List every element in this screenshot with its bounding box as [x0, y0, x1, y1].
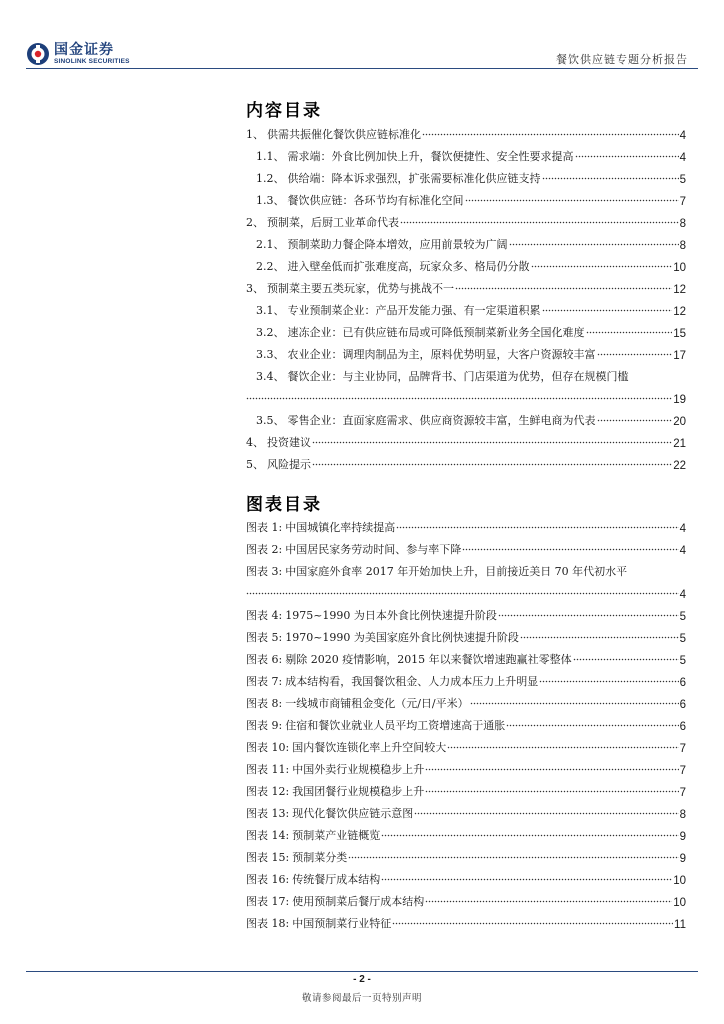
toc-entry-title: 进入壁垒低而扩张难度高，玩家众多、格局仍分散 — [287, 260, 530, 273]
toc-entry[interactable] — [246, 667, 686, 689]
dot-leader — [312, 435, 672, 447]
dot-leader — [455, 281, 672, 293]
toc-entry-number: 2、 — [246, 216, 264, 229]
toc-entry-page: 10 — [673, 875, 686, 887]
report-title: 餐饮供应链专题分析报告 — [556, 53, 688, 66]
toc-entry-number: 3.5、 — [256, 414, 285, 427]
toc-entry-title: 预制菜，后厨工业革命代表 — [267, 216, 399, 229]
toc-entry-page: 10 — [673, 262, 686, 274]
dot-leader — [400, 215, 679, 227]
toc-entry-title: 零售企业：直面家庭需求、供应商资源较丰富，生鲜电商为代表 — [287, 414, 596, 427]
toc-entry[interactable] — [246, 186, 686, 208]
dot-leader — [509, 237, 679, 249]
toc-entry[interactable] — [246, 535, 686, 557]
dot-leader — [447, 740, 678, 752]
toc-entry-title: 餐饮企业：与主业协同，品牌背书、门店渠道为优势，但存在规模门槛 — [287, 370, 629, 383]
dot-leader — [506, 718, 678, 730]
toc-entry-number: 图表 15: — [246, 851, 290, 864]
dot-leader — [586, 325, 673, 337]
dot-leader — [542, 303, 673, 315]
toc-entry-page: 5 — [679, 633, 686, 645]
footer-divider — [26, 971, 698, 972]
toc-entry[interactable] — [246, 777, 686, 799]
toc-entry-title: 需求端：外食比例加快上升，餐饮便捷性、安全性要求提高 — [287, 150, 574, 163]
dot-leader — [539, 674, 678, 686]
toc-entry-title: 供需共振催化餐饮供应链标准化 — [267, 128, 421, 141]
dot-leader — [425, 784, 678, 796]
toc-entry-title: 1975~1990 为日本外食比例快速提升阶段 — [285, 609, 497, 622]
toc-entry-number: 图表 7: — [246, 675, 283, 688]
company-logo — [26, 42, 130, 66]
toc-entry-page: 6 — [679, 699, 686, 711]
toc-entry-title: 风险提示 — [267, 458, 311, 471]
toc-entry-number: 3.4、 — [256, 370, 285, 383]
toc-entry-number: 图表 10: — [246, 741, 290, 754]
toc-entry[interactable] — [246, 274, 686, 296]
toc-entry[interactable] — [246, 711, 686, 733]
toc-entry[interactable] — [246, 208, 686, 230]
contents-list — [246, 120, 686, 472]
toc-entry-number: 5、 — [246, 458, 264, 471]
toc-entry[interactable] — [246, 120, 686, 142]
toc-entry[interactable] — [246, 252, 686, 274]
toc-entry[interactable] — [246, 821, 686, 843]
toc-entry-title: 中国居民家务劳动时间、参与率下降 — [285, 543, 462, 556]
toc-entry-number: 图表 14: — [246, 829, 290, 842]
toc-entry-title: 供给端：降本诉求强烈，扩张需要标准化供应链支持 — [287, 172, 541, 185]
toc-entry-page: 8 — [679, 240, 686, 252]
toc-entry-title: 专业预制菜企业：产品开发能力强、有一定渠道积累 — [287, 304, 541, 317]
toc-entry-number: 2.2、 — [256, 260, 285, 273]
toc-entry[interactable] — [246, 164, 686, 186]
toc-entry-page: 12 — [673, 284, 686, 296]
toc-entry-page: 8 — [679, 218, 686, 230]
toc-entry-page: 10 — [673, 897, 686, 909]
sinolink-logo-icon — [26, 42, 50, 66]
toc-entry-page: 7 — [679, 765, 686, 777]
dot-leader — [542, 171, 679, 183]
toc-entry-number: 图表 11: — [246, 763, 290, 776]
toc-entry-page: 20 — [673, 416, 686, 428]
toc-entry[interactable] — [246, 406, 686, 428]
toc-entry-number: 图表 17: — [246, 895, 290, 908]
toc-entry[interactable] — [246, 142, 686, 164]
toc-entry[interactable] — [246, 362, 686, 384]
dot-leader — [425, 762, 678, 774]
toc-entry-title: 成本结构看，我国餐饮租金、人力成本压力上升明显 — [285, 675, 539, 688]
toc-entry-number: 图表 9: — [246, 719, 283, 732]
toc-entry-page: 6 — [679, 677, 686, 689]
dot-leader — [470, 696, 679, 708]
dot-leader — [465, 193, 679, 205]
dot-leader — [381, 828, 678, 840]
toc-entry-number: 图表 18: — [246, 917, 290, 930]
toc-entry[interactable] — [246, 887, 686, 909]
dot-leader — [422, 127, 679, 139]
dot-leader — [498, 608, 679, 620]
dot-leader — [396, 520, 678, 532]
toc-entry[interactable] — [246, 733, 686, 755]
toc-entry-number: 1.3、 — [256, 194, 285, 207]
dot-leader — [573, 652, 679, 664]
contents-title: 内容目录 — [246, 101, 322, 121]
header-divider — [26, 68, 698, 69]
toc-entry-page: 4 — [679, 589, 686, 601]
toc-entry-title: 预制菜助力餐企降本增效，应用前景较为广阔 — [287, 238, 508, 251]
toc-entry-page: 22 — [673, 460, 686, 472]
page-number: - 2 - — [353, 974, 371, 985]
toc-entry-title: 投资建议 — [267, 436, 311, 449]
toc-entry-title: 国内餐饮连锁化率上升空间较大 — [292, 741, 447, 754]
dot-leader — [246, 586, 679, 598]
toc-entry-title: 剔除 2020 疫情影响，2015 年以来餐饮增速跑赢社零整体 — [285, 653, 572, 666]
toc-entry-page: 5 — [679, 174, 686, 186]
toc-entry[interactable] — [246, 843, 686, 865]
logo-cn-text: 国金证券 — [54, 41, 114, 58]
toc-entry-title: 1970~1990 为美国家庭外食比例快速提升阶段 — [285, 631, 519, 644]
toc-entry[interactable] — [246, 318, 686, 340]
toc-entry-page: 6 — [679, 721, 686, 733]
toc-entry[interactable] — [246, 601, 686, 623]
toc-entry-page: 4 — [679, 545, 686, 557]
toc-entry-number: 1.1、 — [256, 150, 285, 163]
dot-leader — [597, 347, 673, 359]
toc-entry-page: 9 — [679, 831, 686, 843]
toc-entry[interactable] — [246, 230, 686, 252]
toc-entry-number: 图表 4: — [246, 609, 283, 622]
toc-entry[interactable] — [246, 340, 686, 362]
footer-disclaimer: 敬请参阅最后一页特别声明 — [301, 993, 422, 1004]
toc-entry[interactable] — [246, 755, 686, 777]
toc-entry-page: 8 — [679, 809, 686, 821]
toc-entry[interactable] — [246, 296, 686, 318]
toc-entry-number: 2.1、 — [256, 238, 285, 251]
toc-entry-page: 7 — [679, 787, 686, 799]
toc-entry-continuation[interactable] — [246, 384, 686, 406]
toc-entry-title: 预制菜主要五类玩家，优势与挑战不一 — [267, 282, 454, 295]
toc-entry-number: 1、 — [246, 128, 264, 141]
toc-entry-title: 速冻企业：已有供应链布局或可降低预制菜新业务全国化难度 — [287, 326, 585, 339]
toc-entry-number: 图表 13: — [246, 807, 290, 820]
toc-entry-title: 传统餐厅成本结构 — [292, 873, 381, 886]
dot-leader — [462, 542, 678, 554]
dot-leader — [425, 894, 672, 906]
toc-entry-page: 19 — [673, 394, 686, 406]
toc-entry-title: 使用预制菜后餐厅成本结构 — [292, 895, 425, 908]
dot-leader — [312, 457, 672, 469]
toc-entry-number: 4、 — [246, 436, 264, 449]
toc-entry[interactable] — [246, 865, 686, 887]
toc-entry-page: 5 — [679, 655, 686, 667]
dot-leader — [392, 916, 673, 928]
toc-entry-page: 4 — [679, 152, 686, 164]
toc-entry-title: 预制菜分类 — [292, 851, 348, 864]
toc-entry-title: 预制菜产业链概览 — [292, 829, 381, 842]
toc-entry[interactable] — [246, 428, 686, 450]
toc-entry-number: 图表 12: — [246, 785, 290, 798]
toc-entry-title: 现代化餐饮供应链示意图 — [292, 807, 414, 820]
toc-entry-number: 图表 1: — [246, 521, 283, 534]
toc-entry-title: 住宿和餐饮业就业人员平均工资增速高于通胀 — [285, 719, 506, 732]
toc-entry-page: 4 — [679, 523, 686, 535]
toc-entry[interactable] — [246, 557, 686, 579]
logo-en-text: SINOLINK SECURITIES — [54, 57, 130, 65]
toc-entry-continuation[interactable] — [246, 579, 686, 601]
toc-entry-title: 餐饮供应链：各环节均有标准化空间 — [287, 194, 464, 207]
dot-leader — [246, 391, 672, 403]
toc-entry-title: 一线城市商铺租金变化（元/日/平米） — [285, 697, 469, 710]
toc-entry-number: 图表 6: — [246, 653, 283, 666]
toc-entry-title: 中国家庭外食率 2017 年开始加快上升，目前接近美日 70 年代初水平 — [285, 565, 628, 578]
toc-entry-number: 3.1、 — [256, 304, 285, 317]
toc-entry-number: 图表 3: — [246, 565, 283, 578]
toc-entry-page: 7 — [679, 743, 686, 755]
figures-title: 图表目录 — [246, 495, 322, 515]
toc-entry-number: 3.3、 — [256, 348, 285, 361]
toc-entry-title: 中国城镇化率持续提高 — [285, 521, 396, 534]
dot-leader — [597, 413, 673, 425]
toc-entry-page: 21 — [673, 438, 686, 450]
toc-entry-page: 11 — [674, 919, 686, 931]
toc-entry[interactable] — [246, 513, 686, 535]
dot-leader — [531, 259, 673, 271]
toc-entry[interactable] — [246, 450, 686, 472]
toc-entry[interactable] — [246, 909, 686, 931]
toc-entry-title: 中国外卖行业规模稳步上升 — [292, 763, 425, 776]
toc-entry-number: 图表 5: — [246, 631, 283, 644]
toc-entry-title: 农业企业：调理肉制品为主，原料优势明显，大客户资源较丰富 — [287, 348, 596, 361]
toc-entry-page: 17 — [673, 350, 686, 362]
toc-entry-page: 9 — [679, 853, 686, 865]
toc-entry-number: 图表 2: — [246, 543, 283, 556]
toc-entry-title: 我国团餐行业规模稳步上升 — [292, 785, 425, 798]
toc-entry-number: 3.2、 — [256, 326, 285, 339]
toc-entry-number: 图表 16: — [246, 873, 290, 886]
figures-list — [246, 513, 686, 931]
toc-entry-page: 5 — [679, 611, 686, 623]
toc-entry-title: 中国预制菜行业特征 — [292, 917, 392, 930]
toc-entry-number: 3、 — [246, 282, 264, 295]
toc-entry-page: 4 — [679, 130, 686, 142]
toc-entry[interactable] — [246, 645, 686, 667]
page-header — [0, 0, 724, 74]
toc-entry[interactable] — [246, 689, 686, 711]
toc-entry-page: 12 — [673, 306, 686, 318]
toc-entry-number: 1.2、 — [256, 172, 285, 185]
dot-leader — [575, 149, 679, 161]
toc-entry-page: 7 — [679, 196, 686, 208]
toc-entry[interactable] — [246, 623, 686, 645]
dot-leader — [348, 850, 678, 862]
toc-entry-page: 15 — [673, 328, 686, 340]
toc-entry[interactable] — [246, 799, 686, 821]
dot-leader — [414, 806, 678, 818]
dot-leader — [381, 872, 672, 884]
dot-leader — [520, 630, 679, 642]
toc-entry-number: 图表 8: — [246, 697, 283, 710]
